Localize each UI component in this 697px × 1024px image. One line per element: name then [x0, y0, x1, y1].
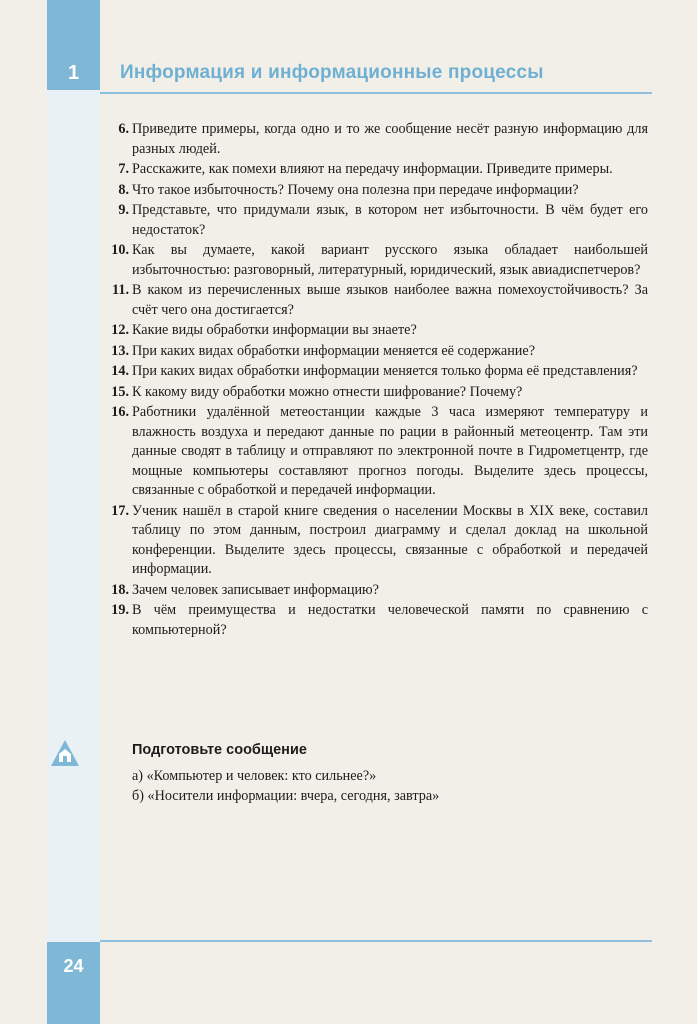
question-number: 7. [118, 161, 129, 177]
question-item [104, 581, 648, 601]
side-strip [47, 0, 100, 1024]
question-text: Как вы думаете, какой вариант русского языка обладает наибольшей избыточностью: разговорный, литературный, юридический, язык авиадиспетчеров? [132, 242, 648, 278]
question-text: К какому виду обработки можно отнести шифрование? Почему? [132, 383, 523, 400]
question-number: 19. [111, 602, 129, 618]
chapter-title: Информация и информационные процессы [120, 62, 544, 83]
question-item [104, 120, 648, 159]
question-number: 12. [111, 322, 129, 338]
question-number: 8. [118, 181, 129, 198]
question-number: 13. [111, 342, 129, 359]
question-number: 10. [111, 242, 129, 258]
house-triangle-icon [50, 738, 80, 768]
question-text: Какие виды обработки информации вы знаете? [132, 322, 417, 338]
question-item [104, 201, 648, 240]
footer-rule [100, 940, 652, 942]
question-number: 18. [111, 581, 129, 598]
question-text: В каком из перечисленных выше языков наиболее важна помехоустойчивость? За счёт чего она достигается? [132, 282, 648, 318]
question-item [104, 601, 648, 640]
question-text: Работники удалённой метеостанции каждые 3 часа измеряют температуру и влажность воздуха и передают данные по рации в районный метеоцентр. Там эти данные сводят в таблицу и отправляют по электронной почте в Гидрометцентр, где мощные компьютеры составляют прогноз погоды. Выделите здесь процессы, связанные с обработкой и передачей информации. [132, 404, 648, 498]
question-text: Расскажите, как помехи влияют на передачу информации. Приведите примеры. [132, 161, 613, 177]
question-item [104, 160, 648, 180]
task-item: а) «Компьютер и человек: кто сильнее?» [132, 768, 377, 784]
question-item [104, 342, 648, 362]
question-number: 16. [111, 404, 129, 420]
question-text: В чём преимущества и недостатки человеческой памяти по сравнению с компьютерной? [132, 602, 648, 638]
question-number: 14. [111, 363, 129, 379]
question-item [104, 241, 648, 280]
footer-tab [47, 942, 100, 1024]
question-number: 15. [111, 383, 129, 400]
question-number: 17. [111, 502, 129, 519]
question-text: При каких видах обработки информации меняется только форма её представления? [132, 363, 638, 379]
question-text: Ученик нашёл в старой книге сведения о населении Москвы в XIX веке, составил таблицу по этом данным, построил диаграмму и сделал доклад на школьной конференции. Выделите здесь процессы, связанные с обработкой и передачей информации. [132, 502, 648, 577]
question-text: Приведите примеры, когда одно и то же сообщение несёт разную информацию для разных людей. [132, 121, 648, 157]
question-item [104, 502, 648, 580]
question-item [104, 321, 648, 341]
header-rule [100, 92, 652, 94]
question-number: 9. [118, 202, 129, 218]
task-block [132, 742, 632, 806]
question-text: Представьте, что придумали язык, в котором нет избыточности. В чём будет его недостаток? [132, 202, 648, 238]
question-number: 6. [118, 121, 129, 137]
question-text: Зачем человек записывает информацию? [132, 581, 379, 598]
question-item [104, 383, 648, 403]
question-item [104, 181, 648, 201]
task-title: Подготовьте сообщение [132, 742, 307, 758]
question-item [104, 403, 648, 501]
question-item [104, 362, 648, 382]
page-number: 24 [63, 956, 84, 976]
question-text: При каких видах обработки информации меняется её содержание? [132, 342, 535, 359]
question-number: 11. [112, 282, 129, 298]
question-text: Что такое избыточность? Почему она полезна при передаче информации? [132, 181, 579, 198]
questions-list [104, 120, 648, 641]
question-item [104, 281, 648, 320]
task-item: б) «Носители информации: вчера, сегодня, завтра» [132, 788, 440, 804]
chapter-number: 1 [67, 62, 80, 84]
